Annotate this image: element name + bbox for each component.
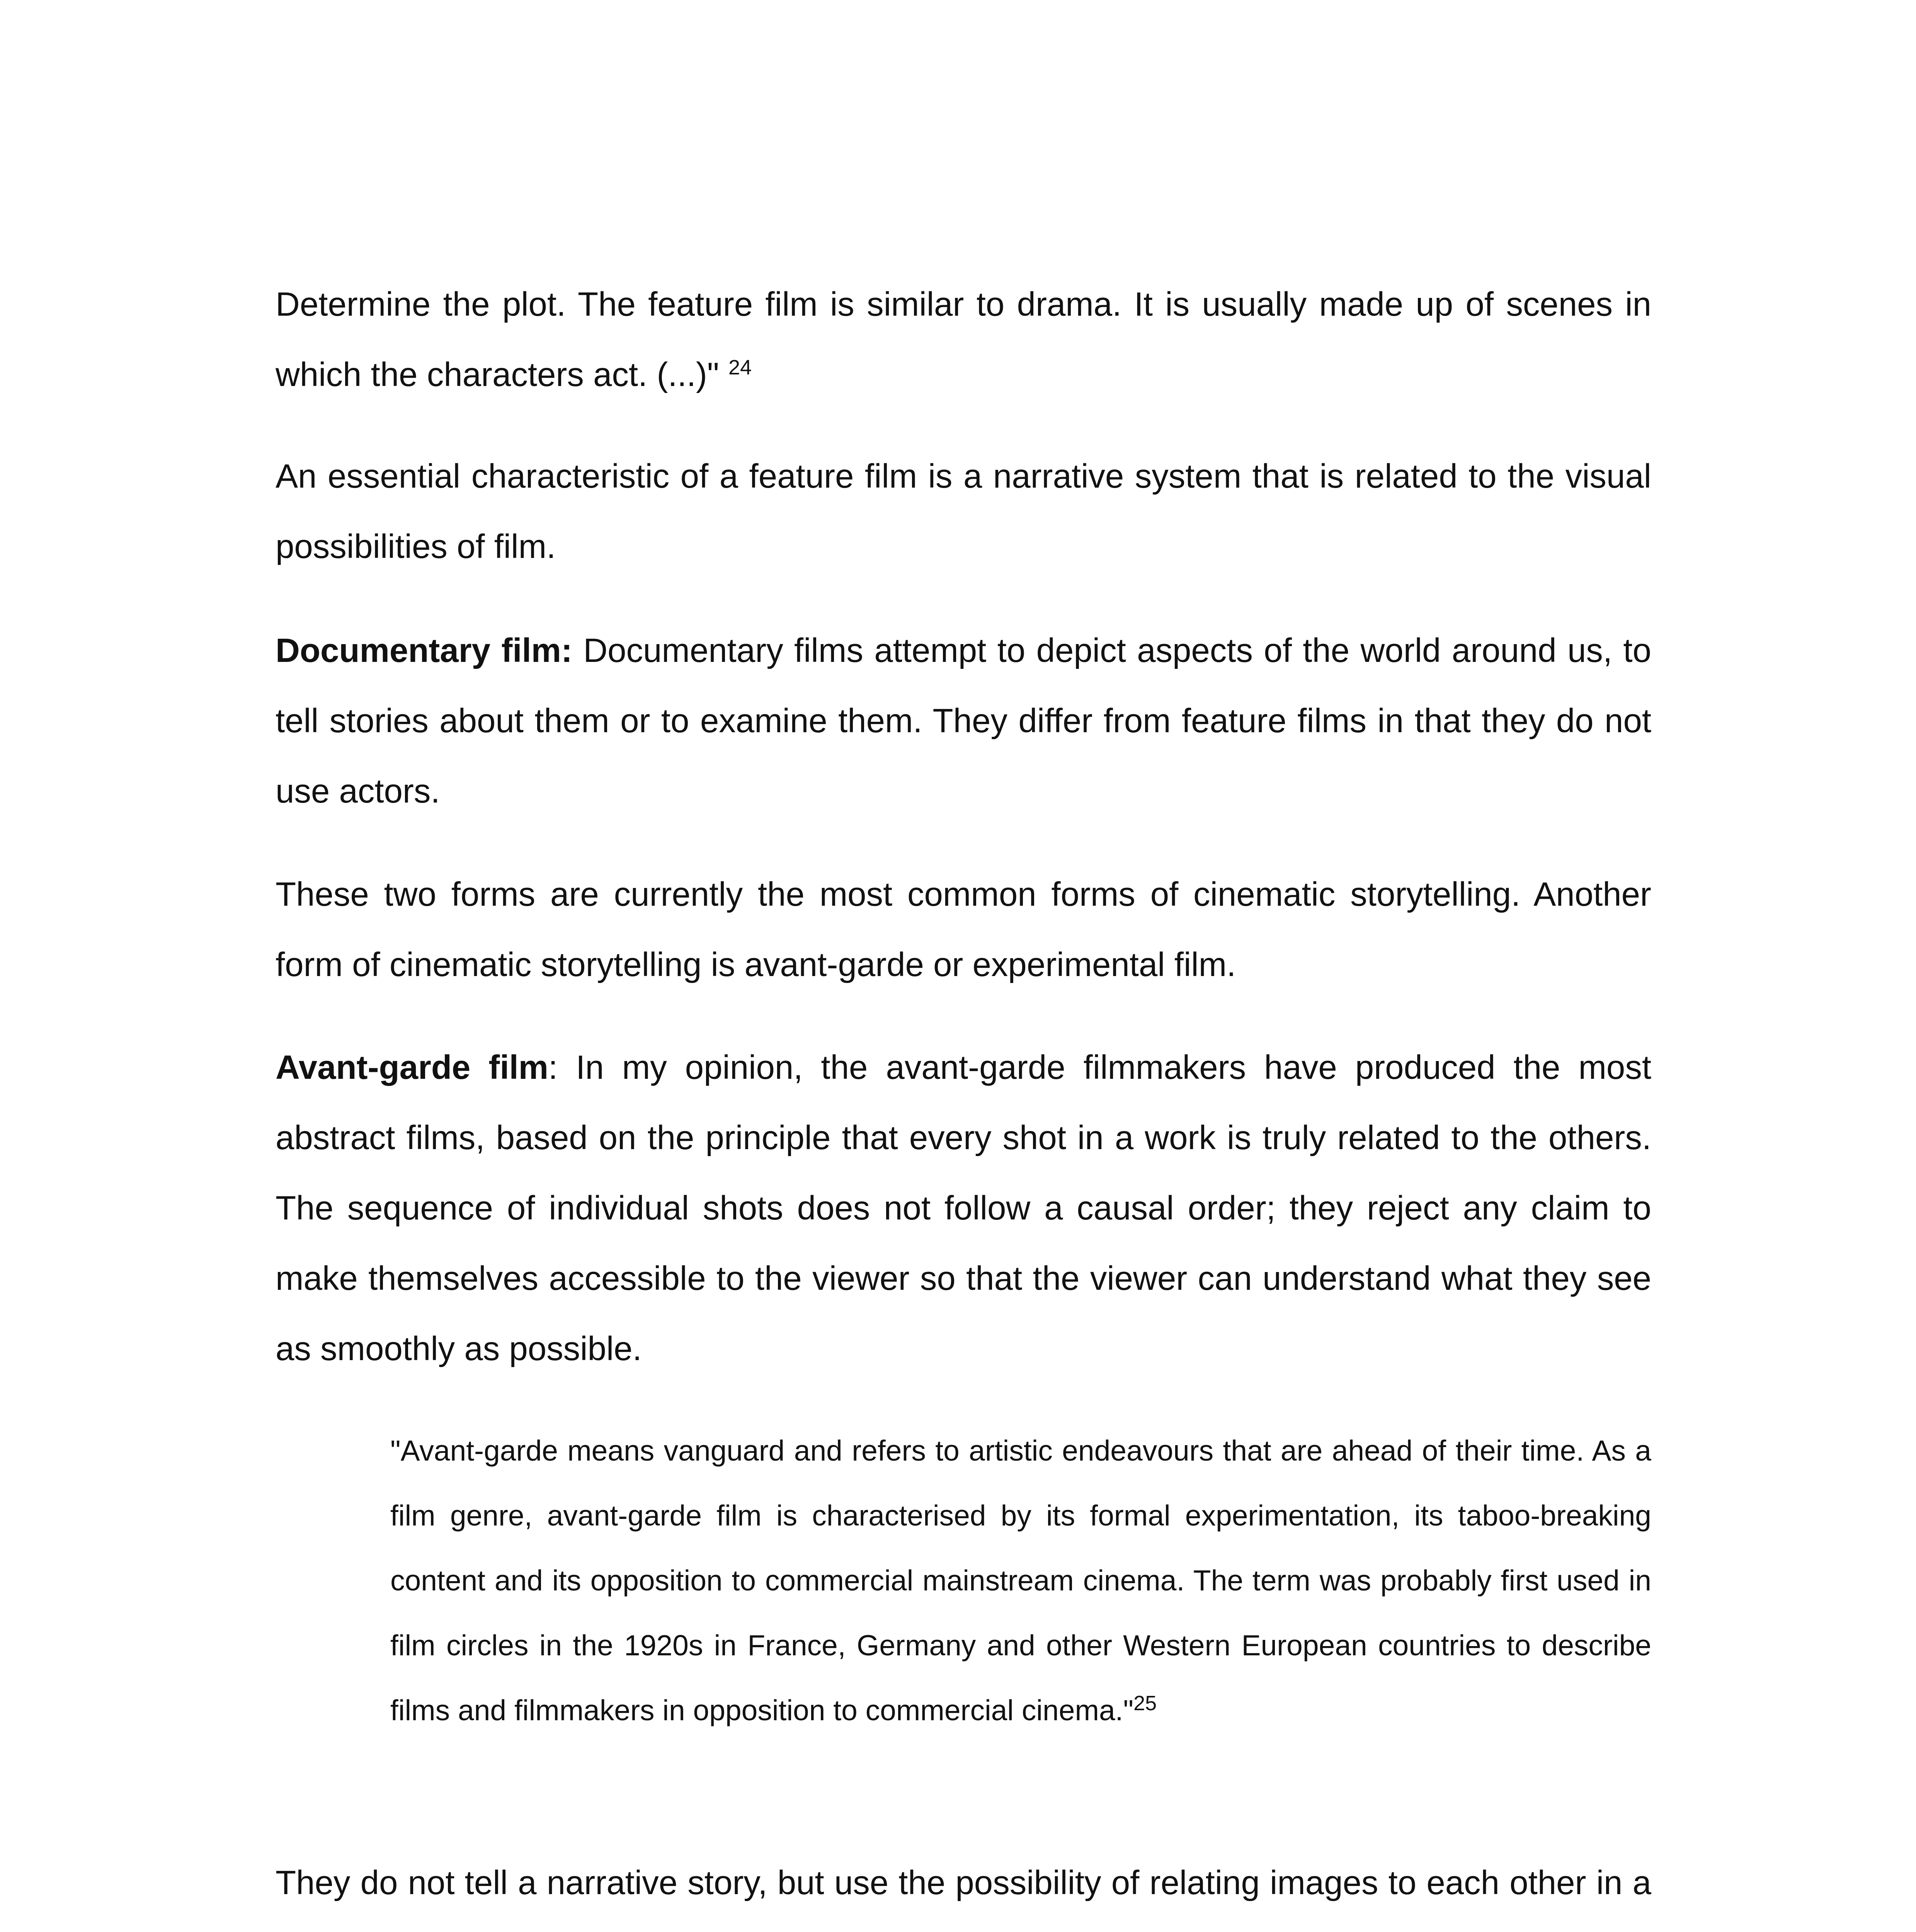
paragraph-text: : In my opinion, the avant-garde filmmakers have produced the most abstract films, based on the principle that every shot in a work is truly related to the others. The sequence of individual shots does not follow a causal order; they reject any claim to make themselves accessible to the viewer so that the viewer can understand what they see as smoothly as possible. <box>276 1049 1651 1367</box>
paragraph-documentary-film <box>276 616 1651 827</box>
paragraph-text: An essential characteristic of a feature film is a narrative system that is related to the visual possibilities of film. <box>276 457 1651 565</box>
block-quote <box>390 1418 1651 1743</box>
term-documentary-film: Documentary film: <box>276 632 572 669</box>
footnote-ref-25: 25 <box>1133 1692 1157 1715</box>
paragraph-text: Documentary films attempt to depict aspects of the world around us, to tell stories about them or to examine them. They differ from feature films in that they do not use actors. <box>276 632 1651 810</box>
paragraph-text: Determine the plot. The feature film is similar to drama. It is usually made up of scenes in which the characters act. (...)" <box>276 286 1651 393</box>
term-avant-garde-film: Avant-garde film <box>276 1049 549 1086</box>
paragraph-two-forms <box>276 859 1651 1000</box>
paragraph-narrative-system <box>276 441 1651 582</box>
quote-text: "Avant-garde means vanguard and refers to artistic endeavours that are ahead of their time. As a film genre, avant-garde film is characterised by its formal experimentation, its taboo-breaking content and its opposition to commercial mainstream cinema. The term was probably first used in film circles in the 1920s in France, Germany and other Western European countries to describe films and filmmakers in opposition to commercial cinema." <box>390 1434 1651 1726</box>
paragraph-feature-film-end <box>276 269 1651 410</box>
paragraph-text: They do not tell a narrative story, but use the possibility of relating images to each other in a <box>276 1864 1651 1901</box>
footnote-ref-24: 24 <box>728 356 752 379</box>
paragraph-text: These two forms are currently the most common forms of cinematic storytelling. Another form of cinematic storytelling is avant-garde or experimental film. <box>276 876 1651 983</box>
paragraph-avant-garde-film <box>276 1032 1651 1384</box>
paragraph-narrative-story <box>276 1848 1651 1932</box>
